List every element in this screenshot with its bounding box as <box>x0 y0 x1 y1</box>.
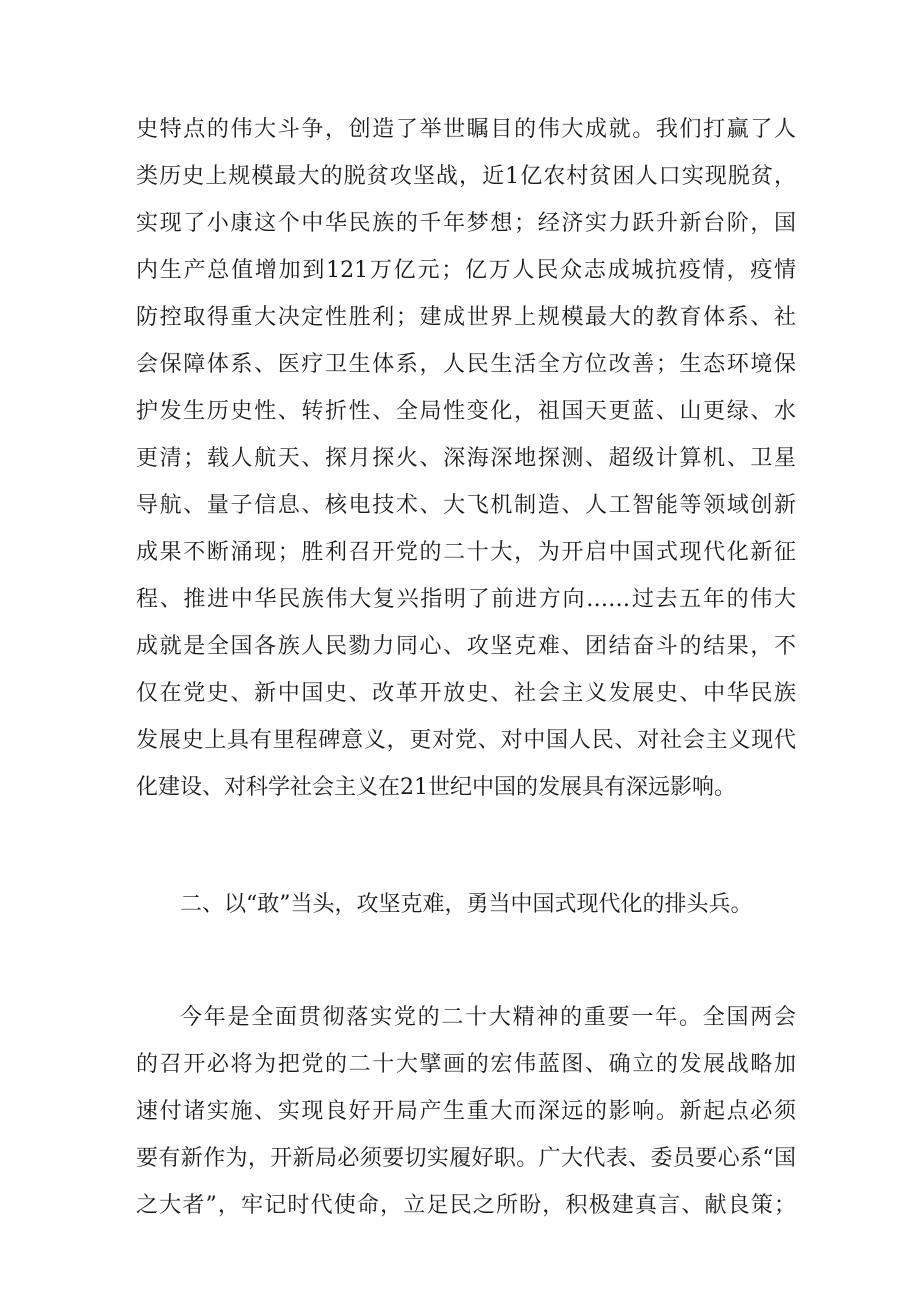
paragraph-1-line-8: 更清；载人航天、探月探火、深海深地探测、超级计算机、卫星 <box>136 446 796 471</box>
paragraph-1-line-6: 会保障体系、医疗卫生体系，人民生活全方位改善；生态环境保 <box>136 352 796 377</box>
paragraph-2-line-2: 的召开必将为把党的二十大擘画的宏伟蓝图、确立的发展战略加 <box>136 1052 796 1077</box>
paragraph-1-line-13: 仅在党史、新中国史、改革开放史、社会主义发展史、中华民族 <box>136 681 796 706</box>
paragraph-1-line-7: 护发生历史性、转折性、全局性变化，祖国天更蓝、山更绿、水 <box>136 399 796 424</box>
paragraph-1-line-15: 化建设、对科学社会主义在21世纪中国的发展具有深远影响。 <box>136 775 736 800</box>
paragraph-1-line-14: 发展史上具有里程碑意义，更对党、对中国人民、对社会主义现代 <box>136 728 796 753</box>
paragraph-1-line-3: 实现了小康这个中华民族的千年梦想；经济实力跃升新台阶，国 <box>136 211 796 236</box>
paragraph-1-line-1: 史特点的伟大斗争，创造了举世瞩目的伟大成就。我们打赢了人 <box>136 117 796 142</box>
paragraph-2-line-4: 要有新作为，开新局必须要切实履好职。广大代表、委员要心系“国 <box>136 1146 796 1171</box>
paragraph-1-line-12: 成就是全国各族人民勠力同心、攻坚克难、团结奋斗的结果，不 <box>136 634 796 659</box>
paragraph-1-line-4: 内生产总值增加到121万亿元；亿万人民众志成城抗疫情，疫情 <box>136 258 796 283</box>
paragraph-2-line-5: 之大者”，牢记时代使命，立足民之所盼，积极建真言、献良策； <box>136 1193 796 1218</box>
paragraph-1-line-2: 类历史上规模最大的脱贫攻坚战，近1亿农村贫困人口实现脱贫， <box>136 164 796 189</box>
paragraph-2-line-3: 速付诸实施、实现良好开局产生重大而深远的影响。新起点必须 <box>136 1099 796 1124</box>
paragraph-1-line-9: 导航、量子信息、核电技术、大飞机制造、人工智能等领域创新 <box>136 493 796 518</box>
paragraph-2-line-1: 今年是全面贯彻落实党的二十大精神的重要一年。全国两会 <box>180 1005 796 1030</box>
paragraph-1-line-5: 防控取得重大决定性胜利；建成世界上规模最大的教育体系、社 <box>136 305 796 330</box>
section-heading: 二、以“敢”当头，攻坚克难，勇当中国式现代化的排头兵。 <box>180 892 753 917</box>
paragraph-1-line-11: 程、推进中华民族伟大复兴指明了前进方向……过去五年的伟大 <box>136 587 796 612</box>
paragraph-1-line-10: 成果不断涌现；胜利召开党的二十大，为开启中国式现代化新征 <box>136 540 796 565</box>
